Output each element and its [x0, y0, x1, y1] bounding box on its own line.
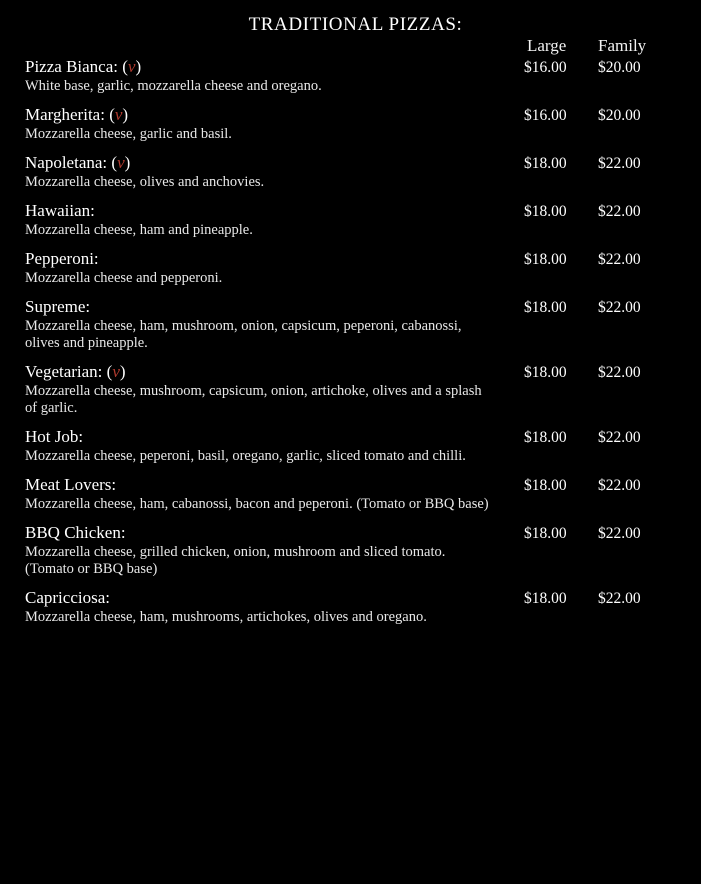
column-header-large: Large: [527, 36, 567, 55]
menu-item: [0, 475, 701, 513]
price-large: $18.00: [524, 525, 567, 542]
price-family: $20.00: [598, 107, 641, 124]
menu-item-description: Mozzarella cheese, garlic and basil.: [25, 126, 232, 142]
menu-item-name-text: BBQ Chicken:: [25, 523, 126, 542]
price-family: $22.00: [598, 251, 641, 268]
price-large: $18.00: [524, 590, 567, 607]
price-family: $22.00: [598, 299, 641, 316]
menu-item-description: Mozzarella cheese, olives and anchovies.: [25, 174, 265, 190]
price-large: $18.00: [524, 477, 567, 494]
vegetarian-marker-icon: (v): [118, 57, 142, 76]
menu-item-description: White base, garlic, mozzarella cheese and oregano.: [25, 78, 322, 94]
size-column-headers: [0, 36, 701, 58]
menu-item: [0, 362, 701, 417]
menu-item-name-text: Margherita:: [25, 105, 105, 124]
menu-item-description: Mozzarella cheese and pepperoni.: [25, 270, 223, 286]
vegetarian-marker-icon: (v): [102, 362, 126, 381]
menu-item-name-text: Hot Job:: [25, 427, 84, 446]
price-family: $22.00: [598, 203, 641, 220]
menu-item-description: Mozzarella cheese, ham and pineapple.: [25, 222, 253, 238]
price-large: $18.00: [524, 155, 567, 172]
price-large: $18.00: [524, 299, 567, 316]
menu-item: [0, 427, 701, 465]
page-title: TRADITIONAL PIZZAS:: [248, 14, 463, 35]
column-header-family: Family: [598, 36, 647, 55]
price-large: $16.00: [524, 59, 567, 76]
price-large: $18.00: [524, 364, 567, 381]
menu-item-description: Mozzarella cheese, ham, mushrooms, artichokes, olives and oregano.: [25, 609, 427, 625]
menu-item-name-text: Napoletana:: [25, 153, 108, 172]
vegetarian-marker-icon: (v): [104, 105, 129, 124]
menu-item-description: Mozzarella cheese, grilled chicken, onion, mushroom and sliced tomato. (Tomato or BBQ base): [25, 544, 446, 577]
menu-item-name-text: Pepperoni:: [25, 249, 99, 268]
menu-item: [0, 297, 701, 352]
menu-item-name-text: Capricciosa:: [25, 588, 110, 607]
price-large: $18.00: [524, 203, 567, 220]
menu-item: [0, 523, 701, 578]
menu-item-name-text: Supreme:: [25, 297, 91, 316]
menu-item-name-text: Hawaiian:: [25, 201, 95, 220]
menu-item: [0, 57, 701, 95]
price-family: $22.00: [598, 525, 641, 542]
menu-item-name-text: Vegetarian:: [25, 362, 103, 381]
vegetarian-marker-icon: (v): [107, 153, 131, 172]
menu-item: [0, 105, 701, 143]
price-family: $22.00: [598, 429, 641, 446]
price-large: $18.00: [524, 251, 567, 268]
pizza-list: [0, 57, 701, 636]
menu-item-name-text: Pizza Bianca:: [25, 57, 118, 76]
price-large: $18.00: [524, 429, 567, 446]
menu-item: [0, 249, 701, 287]
price-family: $22.00: [598, 155, 641, 172]
price-family: $20.00: [598, 59, 641, 76]
price-family: $22.00: [598, 364, 641, 381]
menu-item-description: Mozzarella cheese, mushroom, capsicum, onion, artichoke, olives and a splash of garlic.: [25, 383, 482, 416]
menu-item-name-text: Meat Lovers:: [25, 475, 117, 494]
menu-item-description: Mozzarella cheese, ham, cabanossi, bacon and peperoni. (Tomato or BBQ base): [25, 496, 489, 512]
price-large: $16.00: [524, 107, 567, 124]
menu-item-description: Mozzarella cheese, peperoni, basil, oregano, garlic, sliced tomato and chilli.: [25, 448, 466, 464]
price-family: $22.00: [598, 477, 641, 494]
price-family: $22.00: [598, 590, 641, 607]
menu-item: [0, 201, 701, 239]
menu-item: [0, 588, 701, 626]
menu-item: [0, 153, 701, 191]
menu-item-description: Mozzarella cheese, ham, mushroom, onion, capsicum, peperoni, cabanossi, olives and pineapple.: [25, 318, 462, 351]
